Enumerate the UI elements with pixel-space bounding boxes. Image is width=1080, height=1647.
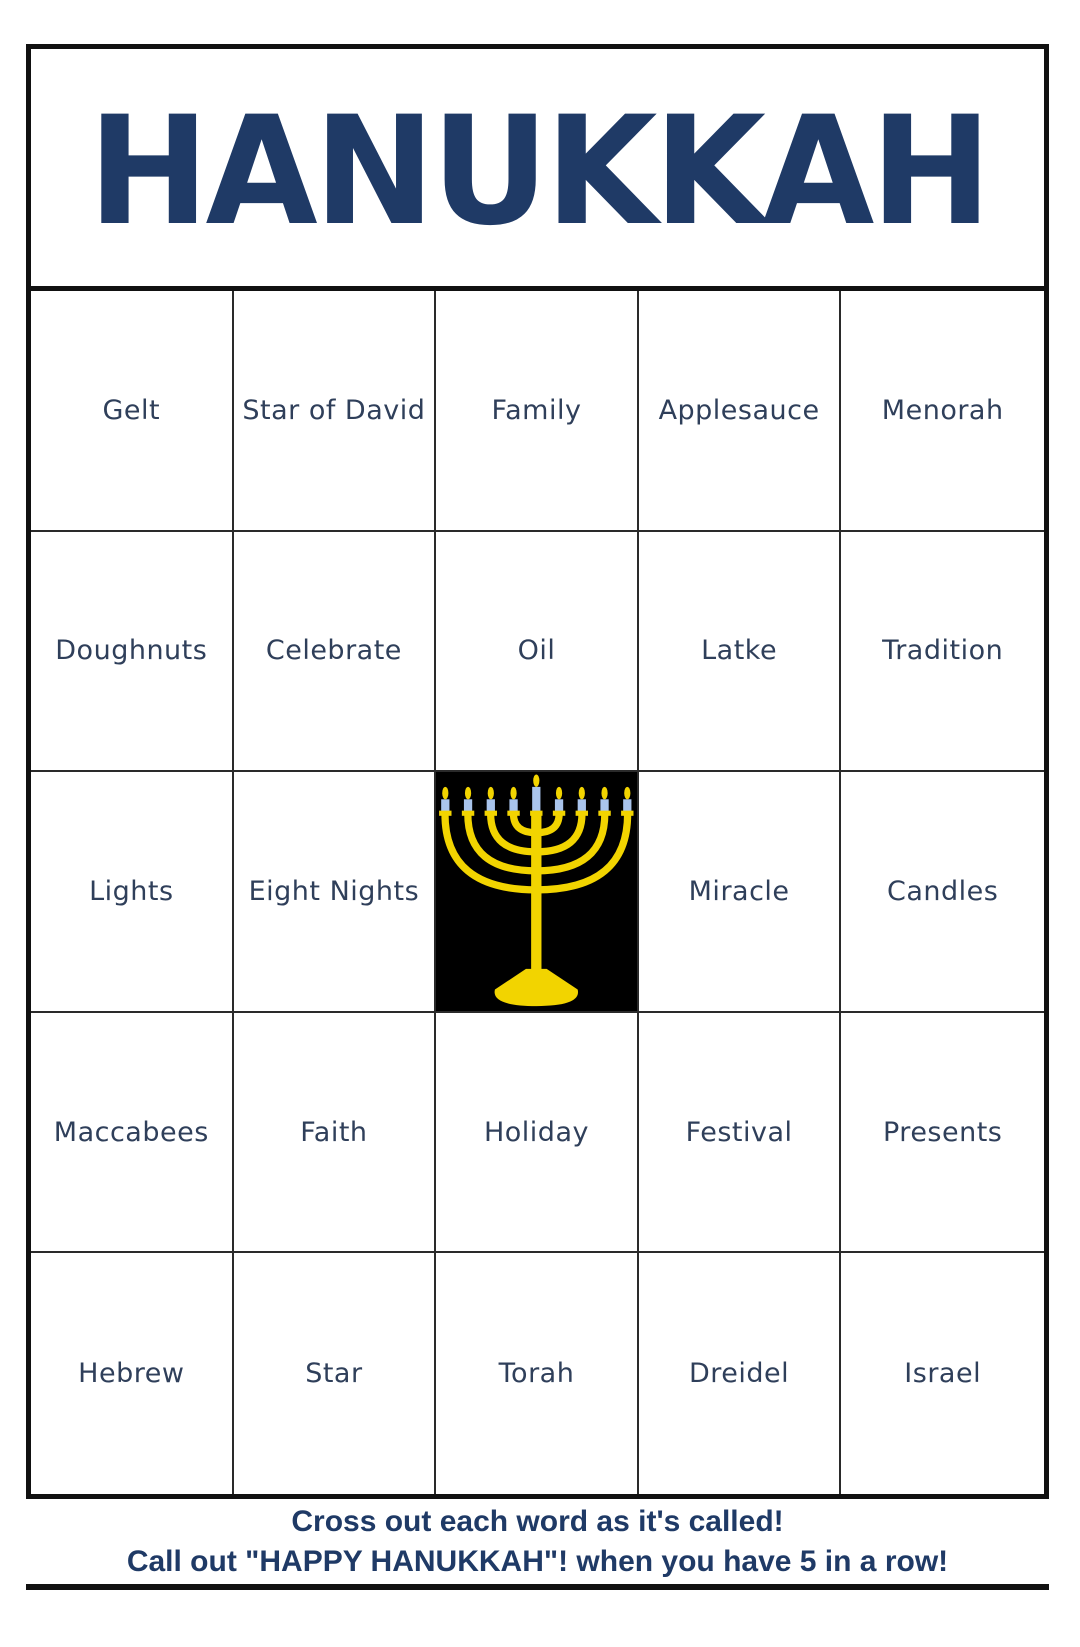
title-graphic <box>73 88 1003 248</box>
bingo-cell[interactable]: Doughnuts <box>31 532 234 773</box>
bingo-grid <box>31 291 1044 1494</box>
bingo-cell[interactable]: Maccabees <box>31 1013 234 1254</box>
bingo-cell[interactable]: Dreidel <box>639 1253 842 1494</box>
bingo-cell[interactable]: Lights <box>31 772 234 1013</box>
page-title: HANUKKAH <box>87 87 988 248</box>
bingo-cell[interactable]: Celebrate <box>234 532 437 773</box>
bingo-cell[interactable]: Torah <box>436 1253 639 1494</box>
bingo-cell[interactable]: Candles <box>841 772 1044 1013</box>
instructions <box>26 1502 1049 1582</box>
title-box <box>31 49 1044 291</box>
menorah-icon <box>436 772 637 1011</box>
bingo-cell[interactable]: Gelt <box>31 291 234 532</box>
free-space-cell <box>436 772 639 1013</box>
bingo-card <box>26 44 1049 1499</box>
instruction-line-2: Call out "HAPPY HANUKKAH"! when you have 5 in a row! <box>126 1545 949 1578</box>
instruction-line-1: Cross out each word as it's called! <box>291 1505 784 1538</box>
bingo-cell[interactable]: Israel <box>904 1358 982 1390</box>
bingo-cell[interactable]: Miracle <box>639 772 842 1013</box>
bottom-divider <box>26 1584 1049 1590</box>
bingo-cell[interactable]: Eight Nights <box>234 772 437 1013</box>
bingo-cell[interactable]: Family <box>436 291 639 532</box>
bingo-cell[interactable]: Menorah <box>841 291 1044 532</box>
bingo-cell[interactable]: Hebrew <box>31 1253 234 1494</box>
bingo-cell[interactable]: Faith <box>234 1013 437 1254</box>
bingo-cell[interactable]: Tradition <box>841 532 1044 773</box>
bingo-cell[interactable]: Oil <box>436 532 639 773</box>
bingo-cell[interactable]: Applesauce <box>639 291 842 532</box>
bingo-cell[interactable]: Presents <box>841 1013 1044 1254</box>
bingo-cell[interactable]: Star of David <box>234 291 437 532</box>
bingo-cell[interactable]: Star <box>234 1253 437 1494</box>
bingo-cell[interactable]: Latke <box>639 532 842 773</box>
bingo-cell[interactable]: Festival <box>639 1013 842 1254</box>
bingo-cell[interactable]: Holiday <box>436 1013 639 1254</box>
